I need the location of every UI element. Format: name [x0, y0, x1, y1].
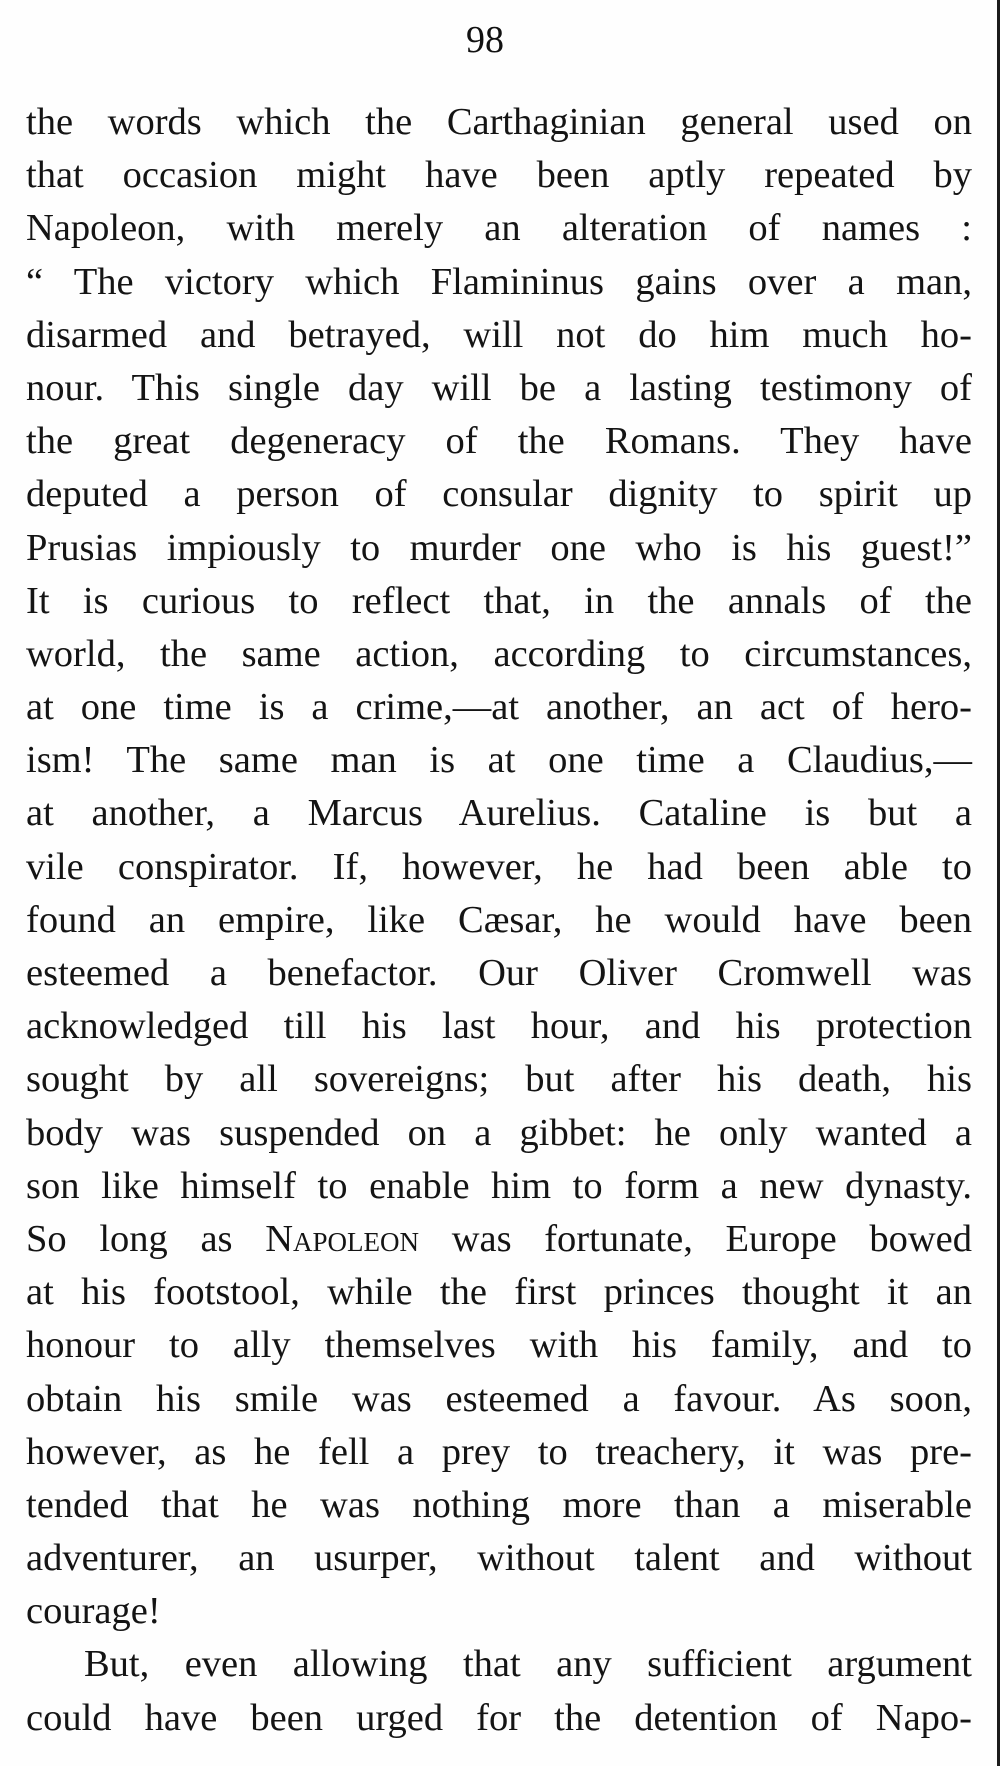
text-line: however, as he fell a prey to treachery, it was pre-	[26, 1430, 972, 1473]
text-line: honour to ally themselves with his family, and to	[26, 1324, 972, 1367]
text-line: It is curious to reflect that, in the annals of the	[26, 579, 972, 622]
text-line: the great degeneracy of the Romans. They have	[26, 420, 972, 463]
text-line: “ The victory which Flamininus gains over a man,	[26, 260, 972, 303]
text-line: sought by all sovereigns; but after his death, his	[26, 1058, 972, 1101]
text-line: esteemed a benefactor. Our Oliver Cromwell was	[26, 952, 972, 994]
text-fragment: So long as	[26, 1217, 266, 1260]
text-line-napoleon	[26, 1213, 972, 1266]
text-line: adventurer, an usurper, without talent and without	[26, 1537, 972, 1580]
text-line: disarmed and betrayed, will not do him much ho-	[26, 313, 972, 356]
text-line: vile conspirator. If, however, he had been able to	[26, 845, 972, 888]
text-line: But, even allowing that any sufficient argument	[84, 1643, 972, 1686]
text-line: Napoleon, with merely an alteration of names :	[26, 207, 972, 250]
text-line: son like himself to enable him to form a new dynasty.	[26, 1164, 972, 1207]
napoleon-smallcaps: Napoleon	[265, 1217, 420, 1260]
text-fragment: was fortunate, Europe bowed	[419, 1217, 972, 1260]
text-line: Prusias impiously to murder one who is his guest!”	[26, 526, 972, 569]
text-line: could have been urged for the detention of Napo-	[26, 1696, 972, 1739]
text-line: obtain his smile was esteemed a favour. As soon,	[26, 1377, 972, 1420]
text-line: nour. This single day will be a lasting testimony of	[26, 366, 972, 409]
text-line: world, the same action, according to circumstances,	[26, 632, 972, 675]
text-line: tended that he was nothing more than a miserable	[26, 1483, 972, 1526]
text-line: at one time is a crime,—at another, an act of hero-	[26, 686, 972, 729]
text-line: ism! The same man is at one time a Claudius,—	[26, 739, 972, 782]
text-line: courage!	[26, 1590, 161, 1633]
text-line: at his footstool, while the first princes thought it an	[26, 1271, 972, 1314]
text-line: acknowledged till his last hour, and his protection	[26, 1005, 972, 1048]
body-text	[26, 96, 972, 1745]
page-number: 98	[466, 19, 504, 61]
text-line: at another, a Marcus Aurelius. Cataline is but a	[26, 792, 972, 835]
text-line: body was suspended on a gibbet: he only wanted a	[26, 1111, 972, 1154]
text-line: deputed a person of consular dignity to spirit up	[26, 473, 972, 516]
text-line: found an empire, like Cæsar, he would have been	[26, 898, 972, 941]
text-line: that occasion might have been aptly repeated by	[26, 154, 972, 197]
text-line: the words which the Carthaginian general used on	[26, 101, 972, 143]
